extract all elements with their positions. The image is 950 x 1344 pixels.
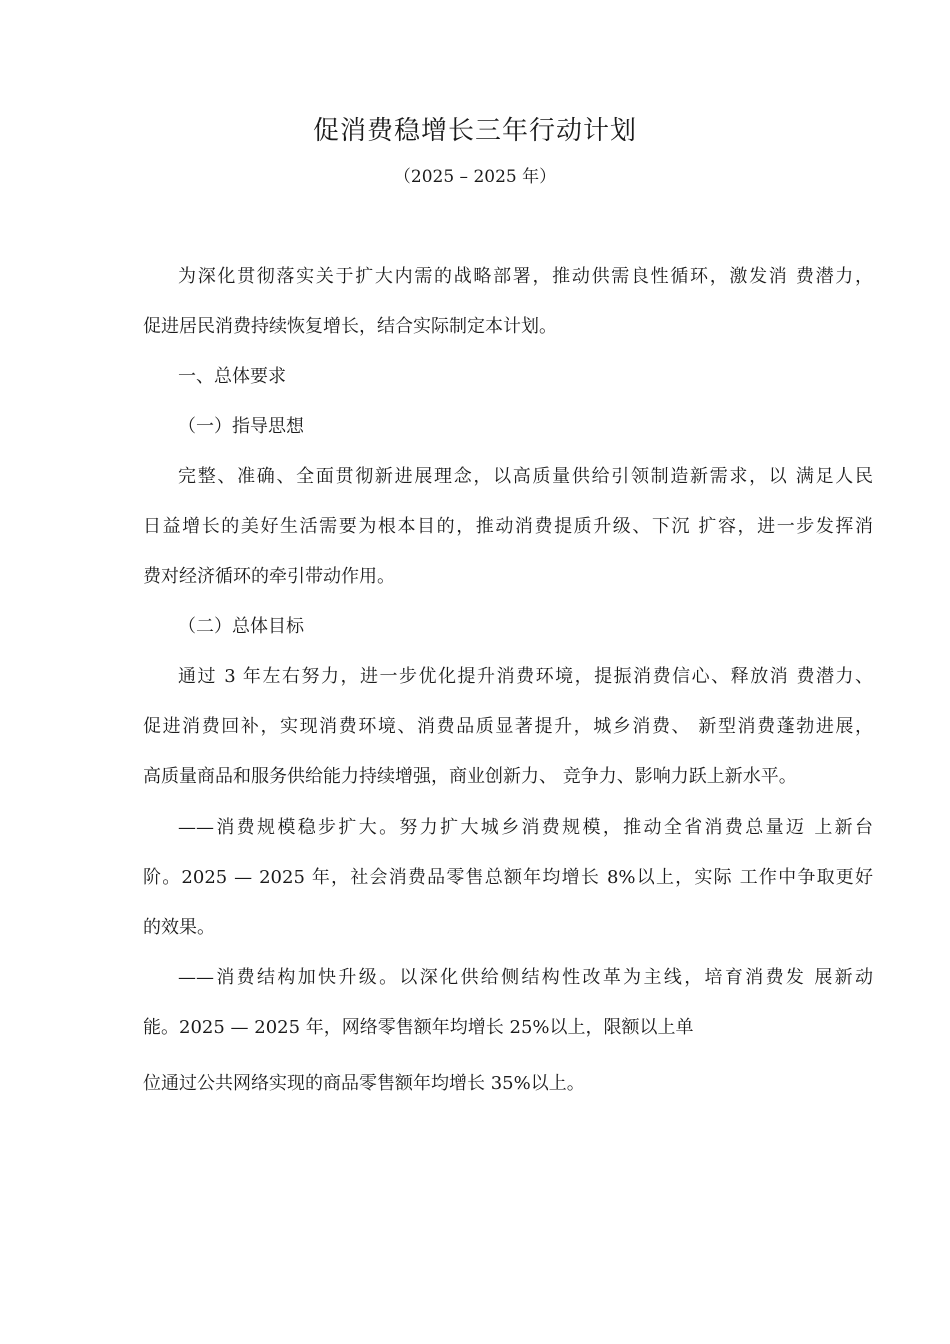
subsection-heading: （一）指导思想 — [178, 416, 304, 437]
document-title: 促消费稳增长三年行动计划 — [312, 116, 637, 146]
paragraph-line: 通过 3 年左右努力，进一步优化提升消费环境，提振消费信心、释放消 费潜力、 — [178, 666, 873, 687]
paragraph-line: 位通过公共网络实现的商品零售额年均增长 35%以上。 — [143, 1073, 585, 1094]
paragraph-line: 能。2025 — 2025 年，网络零售额年均增长 25%以上，限额以上单 — [143, 1017, 694, 1038]
paragraph-line: ——消费规模稳步扩大。努力扩大城乡消费规模，推动全省消费总量迈 上新台 — [178, 817, 873, 838]
paragraph-line: 为深化贯彻落实关于扩大内需的战略部署，推动供需良性循环，激发消 费潜力， — [178, 266, 873, 287]
paragraph-line: ——消费结构加快升级。以深化供给侧结构性改革为主线，培育消费发 展新动 — [178, 967, 873, 988]
section-heading: 一、总体要求 — [178, 366, 286, 387]
paragraph-line: 促进居民消费持续恢复增长，结合实际制定本计划。 — [143, 316, 557, 337]
paragraph-line: 的效果。 — [143, 917, 215, 938]
paragraph-line: 促进消费回补，实现消费环境、消费品质显著提升，城乡消费、 新型消费蓬勃进展， — [143, 716, 873, 737]
paragraph-line: 费对经济循环的牵引带动作用。 — [143, 566, 395, 587]
paragraph-line: 完整、准确、全面贯彻新进展理念，以高质量供给引领制造新需求，以 满足人民 — [178, 466, 873, 487]
paragraph-line: 日益增长的美好生活需要为根本目的，推动消费提质升级、下沉 扩容，进一步发挥消 — [143, 516, 873, 537]
document-subtitle: （2025 – 2025 年） — [393, 167, 557, 187]
subsection-heading: （二）总体目标 — [178, 616, 304, 637]
paragraph-line: 阶。2025 — 2025 年，社会消费品零售总额年均增长 8%以上，实际 工作中争取更好 — [143, 867, 873, 888]
paragraph-line: 高质量商品和服务供给能力持续增强，商业创新力、 竞争力、影响力跃上新水平。 — [143, 766, 797, 787]
